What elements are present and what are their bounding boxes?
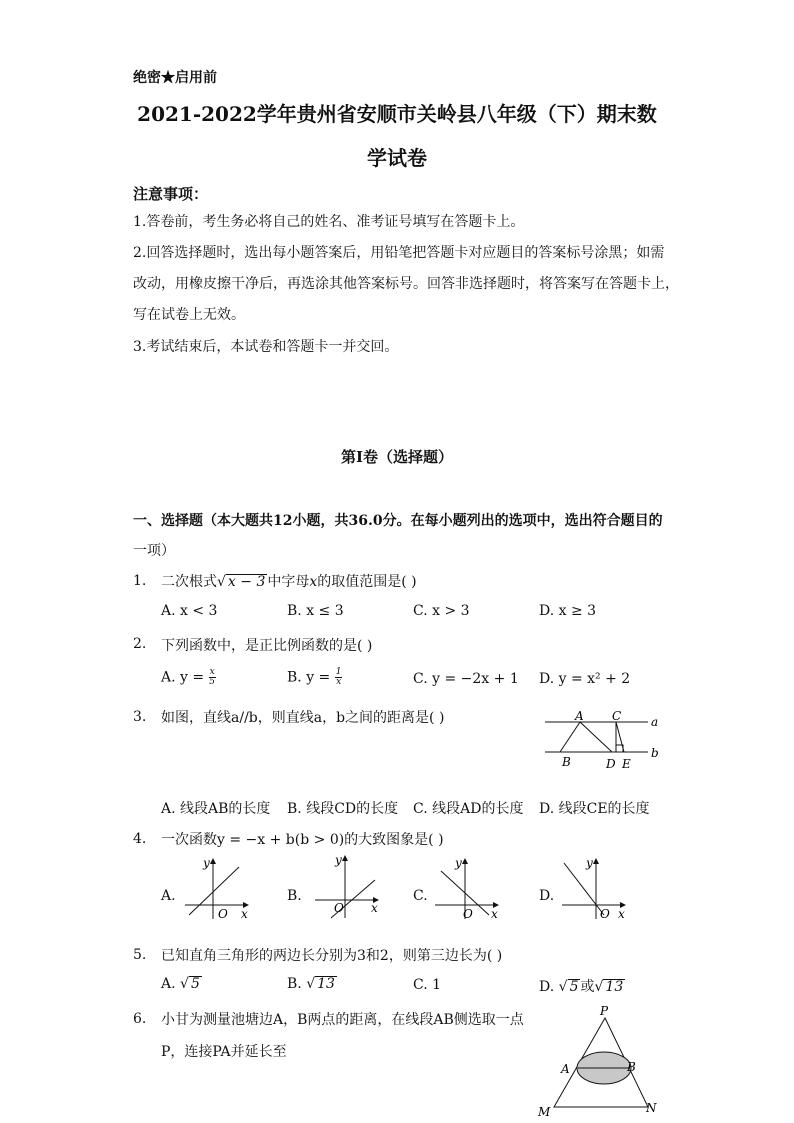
axis-label: y [455,856,462,870]
section-title: 第I卷（选择题） [340,448,454,466]
axis-label: y [586,856,593,870]
point-label: N [646,1101,657,1115]
pond-triangle-figure [532,1004,662,1120]
question-stem: 如图，直线a//b，则直线a，b之间的距离是( ) [161,710,445,726]
exam-title-line2: 学试卷 [367,146,427,170]
graph-a [183,855,253,921]
option-d: D. 线段CE的长度 [539,801,650,817]
option-d: D. x ≥ 3 [539,603,597,619]
question-number: 1. [133,573,147,589]
axis-label: x [371,901,378,915]
option-a: A. x < 3 [161,603,218,619]
option-b: B. √ 13 [287,976,335,992]
question-stem: 下列函数中，是正比例函数的是( ) [161,638,373,654]
option-b: B. x ≤ 3 [287,603,344,619]
note-item: 3.考试结束后，本试卷和答题卡一并交回。 [133,339,399,355]
option-b: B. y = $\frac{1}{x}$ [287,667,342,687]
point-label: D [606,757,616,771]
option-c: C. x > 3 [413,603,470,619]
axis-label: x [618,907,625,921]
question-stem: 一次函数y = −x + b(b > 0)的大致图象是( ) [161,832,444,848]
option-a: A. √ 5 [161,976,200,992]
axis-label: y [203,856,210,870]
graph-c [433,855,503,921]
graph-b [313,852,383,920]
option-a: A. [161,888,176,904]
question-number: 3. [133,709,147,725]
question-number: 5. [133,947,147,963]
option-c: C. 线段AD的长度 [413,801,524,817]
point-label: M [538,1105,551,1119]
option-b: B. [287,888,302,904]
question-number: 6. [133,1011,147,1027]
origin-label: O [600,907,610,921]
point-label: B [562,755,571,769]
point-label: P [600,1004,609,1018]
notes-heading: 注意事项： [133,185,209,203]
option-c: C. y = −2x + 1 [413,671,519,687]
option-d: D. [539,888,555,904]
note-item: 改动，用橡皮擦干净后，再选涂其他答案标号。回答非选择题时，将答案写在答题卡上， [133,276,679,292]
option-a: A. y = $\frac{x}{5}$ [161,667,215,687]
confidential-label: 绝密★启用前 [133,70,217,86]
question-stem-line2: P，连接PA并延长至 [161,1044,287,1060]
option-b: B. 线段CD的长度 [287,801,399,817]
origin-label: O [463,907,473,921]
part-heading-line2: 一项） [133,543,175,559]
point-label: A [575,709,584,723]
note-item: 1.答卷前，考生务必将自己的姓名、准考证号填写在答题卡上。 [133,214,525,230]
note-item: 写在试卷上无效。 [133,307,245,323]
question-stem: 小甘为测量池塘边A，B两点的距离，在线段AB侧选取一点 [161,1012,524,1028]
graph-d [560,855,630,921]
question-number: 4. [133,831,147,847]
option-a: A. 线段AB的长度 [161,801,271,817]
option-c: C. 1 [413,977,442,993]
option-d: D. y = x² + 2 [539,671,631,687]
origin-label: O [334,901,344,915]
axis-label: y [335,853,342,867]
origin-label: O [218,907,228,921]
axis-label: x [241,907,248,921]
point-label: B [627,1060,636,1074]
note-item: 2.回答选择题时，选出每小题答案后，用铅笔把答题卡对应题目的答案标号涂黑；如需 [133,245,665,261]
question-number: 2. [133,636,147,652]
line-label: b [651,746,659,760]
exam-title: 2021-2022学年贵州省安顺市关岭县八年级（下）期末数 [137,102,657,126]
question-stem: 二次根式√ x − 3 中字母x的取值范围是( ) [161,574,417,590]
line-label: a [651,715,659,729]
point-label: A [561,1062,570,1076]
parallel-lines-figure [540,706,665,774]
axis-label: x [491,907,498,921]
question-stem: 已知直角三角形的两边长分别为3和2，则第三边长为( ) [161,948,503,964]
part-heading: 一、选择题（本大题共12小题，共36.0分。在每小题列出的选项中，选出符合题目的 [133,513,663,529]
point-label: C [612,709,622,723]
option-d: D. √ 5 或√ 13 [539,979,624,995]
point-label: E [622,757,631,771]
option-c: C. [413,888,428,904]
